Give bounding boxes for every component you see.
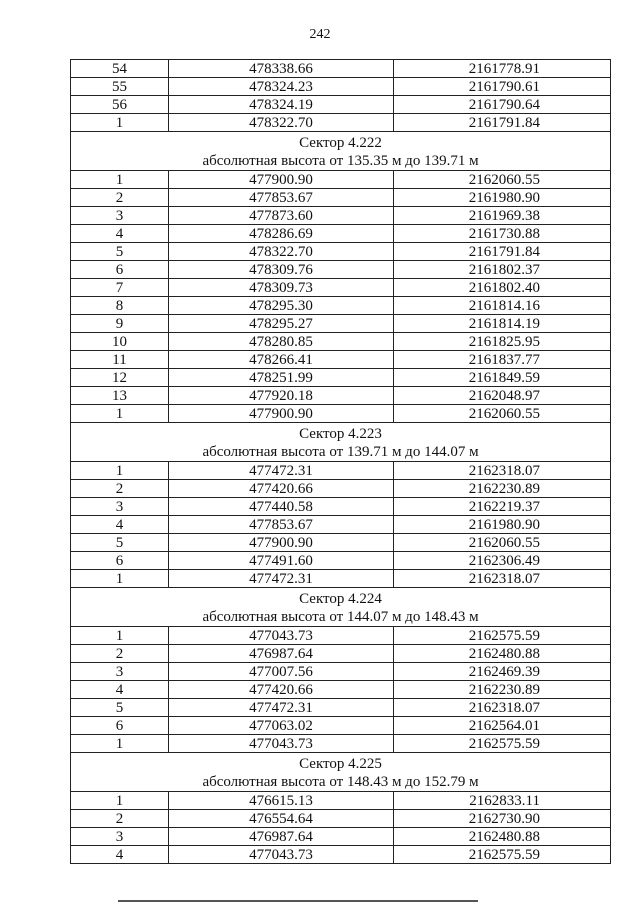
table-row bbox=[71, 663, 611, 681]
y-coordinate-cell: 2162575.59 bbox=[394, 846, 611, 864]
table-row bbox=[71, 516, 611, 534]
x-coordinate-cell: 477043.73 bbox=[169, 627, 394, 645]
sector-altitude-range: абсолютная высота от 135.35 м до 139.71 м bbox=[202, 152, 479, 169]
point-number-cell: 1 bbox=[71, 171, 169, 189]
x-coordinate-cell: 478286.69 bbox=[169, 225, 394, 243]
y-coordinate-cell: 2162730.90 bbox=[394, 810, 611, 828]
table-row bbox=[71, 735, 611, 753]
x-coordinate-cell: 477007.56 bbox=[169, 663, 394, 681]
sector-header bbox=[71, 588, 611, 627]
y-coordinate-cell: 2161837.77 bbox=[394, 351, 611, 369]
sector-header-row bbox=[71, 423, 611, 462]
point-number-cell: 1 bbox=[71, 114, 169, 132]
x-coordinate-cell: 478322.70 bbox=[169, 114, 394, 132]
y-coordinate-cell: 2161802.37 bbox=[394, 261, 611, 279]
table-row bbox=[71, 480, 611, 498]
point-number-cell: 10 bbox=[71, 333, 169, 351]
table-row bbox=[71, 261, 611, 279]
table-row bbox=[71, 189, 611, 207]
point-number-cell: 12 bbox=[71, 369, 169, 387]
y-coordinate-cell: 2162060.55 bbox=[394, 405, 611, 423]
y-coordinate-cell: 2161814.19 bbox=[394, 315, 611, 333]
y-coordinate-cell: 2162318.07 bbox=[394, 570, 611, 588]
sector-header bbox=[71, 132, 611, 171]
table-row bbox=[71, 810, 611, 828]
x-coordinate-cell: 477491.60 bbox=[169, 552, 394, 570]
x-coordinate-cell: 478295.30 bbox=[169, 297, 394, 315]
point-number-cell: 55 bbox=[71, 78, 169, 96]
bottom-rule bbox=[118, 900, 478, 902]
x-coordinate-cell: 477853.67 bbox=[169, 189, 394, 207]
sector-title: Сектор 4.225 bbox=[299, 755, 382, 772]
y-coordinate-cell: 2161790.61 bbox=[394, 78, 611, 96]
point-number-cell: 2 bbox=[71, 480, 169, 498]
y-coordinate-cell: 2161825.95 bbox=[394, 333, 611, 351]
point-number-cell: 3 bbox=[71, 828, 169, 846]
table-row bbox=[71, 369, 611, 387]
y-coordinate-cell: 2162230.89 bbox=[394, 480, 611, 498]
x-coordinate-cell: 476554.64 bbox=[169, 810, 394, 828]
table-row bbox=[71, 645, 611, 663]
y-coordinate-cell: 2162833.11 bbox=[394, 792, 611, 810]
y-coordinate-cell: 2161814.16 bbox=[394, 297, 611, 315]
point-number-cell: 3 bbox=[71, 498, 169, 516]
y-coordinate-cell: 2161791.84 bbox=[394, 243, 611, 261]
point-number-cell: 4 bbox=[71, 681, 169, 699]
sector-header bbox=[71, 753, 611, 792]
table-row bbox=[71, 279, 611, 297]
table-row bbox=[71, 387, 611, 405]
point-number-cell: 5 bbox=[71, 534, 169, 552]
table-row bbox=[71, 333, 611, 351]
coordinates-table-body bbox=[71, 60, 611, 864]
y-coordinate-cell: 2161980.90 bbox=[394, 516, 611, 534]
table-row bbox=[71, 351, 611, 369]
point-number-cell: 1 bbox=[71, 792, 169, 810]
point-number-cell: 5 bbox=[71, 243, 169, 261]
point-number-cell: 8 bbox=[71, 297, 169, 315]
x-coordinate-cell: 478309.76 bbox=[169, 261, 394, 279]
table-row bbox=[71, 846, 611, 864]
y-coordinate-cell: 2161791.84 bbox=[394, 114, 611, 132]
point-number-cell: 6 bbox=[71, 717, 169, 735]
x-coordinate-cell: 476615.13 bbox=[169, 792, 394, 810]
table-row bbox=[71, 243, 611, 261]
point-number-cell: 1 bbox=[71, 735, 169, 753]
x-coordinate-cell: 477420.66 bbox=[169, 681, 394, 699]
sector-title: Сектор 4.222 bbox=[299, 134, 382, 151]
x-coordinate-cell: 477440.58 bbox=[169, 498, 394, 516]
x-coordinate-cell: 477472.31 bbox=[169, 570, 394, 588]
point-number-cell: 2 bbox=[71, 810, 169, 828]
sector-header-row bbox=[71, 132, 611, 171]
y-coordinate-cell: 2162564.01 bbox=[394, 717, 611, 735]
table-row bbox=[71, 315, 611, 333]
y-coordinate-cell: 2162219.37 bbox=[394, 498, 611, 516]
point-number-cell: 6 bbox=[71, 261, 169, 279]
y-coordinate-cell: 2162306.49 bbox=[394, 552, 611, 570]
y-coordinate-cell: 2162060.55 bbox=[394, 534, 611, 552]
sector-header-row bbox=[71, 753, 611, 792]
table-row bbox=[71, 225, 611, 243]
x-coordinate-cell: 477900.90 bbox=[169, 405, 394, 423]
table-row bbox=[71, 60, 611, 78]
sector-altitude-range: абсолютная высота от 139.71 м до 144.07 м bbox=[202, 443, 479, 460]
y-coordinate-cell: 2161730.88 bbox=[394, 225, 611, 243]
point-number-cell: 4 bbox=[71, 516, 169, 534]
table-row bbox=[71, 699, 611, 717]
point-number-cell: 1 bbox=[71, 462, 169, 480]
point-number-cell: 54 bbox=[71, 60, 169, 78]
point-number-cell: 2 bbox=[71, 189, 169, 207]
sector-altitude-range: абсолютная высота от 148.43 м до 152.79 м bbox=[202, 773, 479, 790]
table-row bbox=[71, 96, 611, 114]
x-coordinate-cell: 477420.66 bbox=[169, 480, 394, 498]
y-coordinate-cell: 2162575.59 bbox=[394, 735, 611, 753]
x-coordinate-cell: 476987.64 bbox=[169, 645, 394, 663]
y-coordinate-cell: 2161778.91 bbox=[394, 60, 611, 78]
y-coordinate-cell: 2162060.55 bbox=[394, 171, 611, 189]
x-coordinate-cell: 478280.85 bbox=[169, 333, 394, 351]
sector-header bbox=[71, 423, 611, 462]
point-number-cell: 9 bbox=[71, 315, 169, 333]
x-coordinate-cell: 477853.67 bbox=[169, 516, 394, 534]
x-coordinate-cell: 478266.41 bbox=[169, 351, 394, 369]
table-row bbox=[71, 792, 611, 810]
y-coordinate-cell: 2162575.59 bbox=[394, 627, 611, 645]
sector-altitude-range: абсолютная высота от 144.07 м до 148.43 м bbox=[202, 608, 479, 625]
y-coordinate-cell: 2161790.64 bbox=[394, 96, 611, 114]
x-coordinate-cell: 478324.23 bbox=[169, 78, 394, 96]
x-coordinate-cell: 477043.73 bbox=[169, 846, 394, 864]
x-coordinate-cell: 477472.31 bbox=[169, 699, 394, 717]
x-coordinate-cell: 477900.90 bbox=[169, 171, 394, 189]
x-coordinate-cell: 478338.66 bbox=[169, 60, 394, 78]
table-row bbox=[71, 570, 611, 588]
x-coordinate-cell: 478251.99 bbox=[169, 369, 394, 387]
point-number-cell: 11 bbox=[71, 351, 169, 369]
table-row bbox=[71, 78, 611, 96]
table-row bbox=[71, 498, 611, 516]
sector-header-row bbox=[71, 588, 611, 627]
table-row bbox=[71, 534, 611, 552]
y-coordinate-cell: 2161802.40 bbox=[394, 279, 611, 297]
point-number-cell: 1 bbox=[71, 405, 169, 423]
x-coordinate-cell: 477900.90 bbox=[169, 534, 394, 552]
y-coordinate-cell: 2162318.07 bbox=[394, 462, 611, 480]
coordinates-table bbox=[70, 59, 611, 864]
point-number-cell: 4 bbox=[71, 846, 169, 864]
x-coordinate-cell: 477873.60 bbox=[169, 207, 394, 225]
y-coordinate-cell: 2161849.59 bbox=[394, 369, 611, 387]
table-row bbox=[71, 297, 611, 315]
x-coordinate-cell: 478324.19 bbox=[169, 96, 394, 114]
table-row bbox=[71, 114, 611, 132]
x-coordinate-cell: 477043.73 bbox=[169, 735, 394, 753]
table-row bbox=[71, 681, 611, 699]
y-coordinate-cell: 2161969.38 bbox=[394, 207, 611, 225]
sector-title: Сектор 4.223 bbox=[299, 425, 382, 442]
y-coordinate-cell: 2162318.07 bbox=[394, 699, 611, 717]
point-number-cell: 5 bbox=[71, 699, 169, 717]
point-number-cell: 4 bbox=[71, 225, 169, 243]
x-coordinate-cell: 477063.02 bbox=[169, 717, 394, 735]
sector-title: Сектор 4.224 bbox=[299, 590, 382, 607]
point-number-cell: 7 bbox=[71, 279, 169, 297]
y-coordinate-cell: 2162469.39 bbox=[394, 663, 611, 681]
table-row bbox=[71, 828, 611, 846]
point-number-cell: 1 bbox=[71, 570, 169, 588]
table-row bbox=[71, 717, 611, 735]
table-row bbox=[71, 207, 611, 225]
point-number-cell: 3 bbox=[71, 663, 169, 681]
x-coordinate-cell: 478295.27 bbox=[169, 315, 394, 333]
y-coordinate-cell: 2162480.88 bbox=[394, 828, 611, 846]
page-number: 242 bbox=[309, 27, 331, 42]
x-coordinate-cell: 477472.31 bbox=[169, 462, 394, 480]
y-coordinate-cell: 2161980.90 bbox=[394, 189, 611, 207]
x-coordinate-cell: 476987.64 bbox=[169, 828, 394, 846]
table-row bbox=[71, 462, 611, 480]
y-coordinate-cell: 2162480.88 bbox=[394, 645, 611, 663]
point-number-cell: 6 bbox=[71, 552, 169, 570]
x-coordinate-cell: 478322.70 bbox=[169, 243, 394, 261]
table-row bbox=[71, 627, 611, 645]
table-row bbox=[71, 171, 611, 189]
y-coordinate-cell: 2162230.89 bbox=[394, 681, 611, 699]
table-row bbox=[71, 552, 611, 570]
point-number-cell: 13 bbox=[71, 387, 169, 405]
point-number-cell: 1 bbox=[71, 627, 169, 645]
point-number-cell: 3 bbox=[71, 207, 169, 225]
table-row bbox=[71, 405, 611, 423]
point-number-cell: 56 bbox=[71, 96, 169, 114]
point-number-cell: 2 bbox=[71, 645, 169, 663]
x-coordinate-cell: 477920.18 bbox=[169, 387, 394, 405]
y-coordinate-cell: 2162048.97 bbox=[394, 387, 611, 405]
x-coordinate-cell: 478309.73 bbox=[169, 279, 394, 297]
